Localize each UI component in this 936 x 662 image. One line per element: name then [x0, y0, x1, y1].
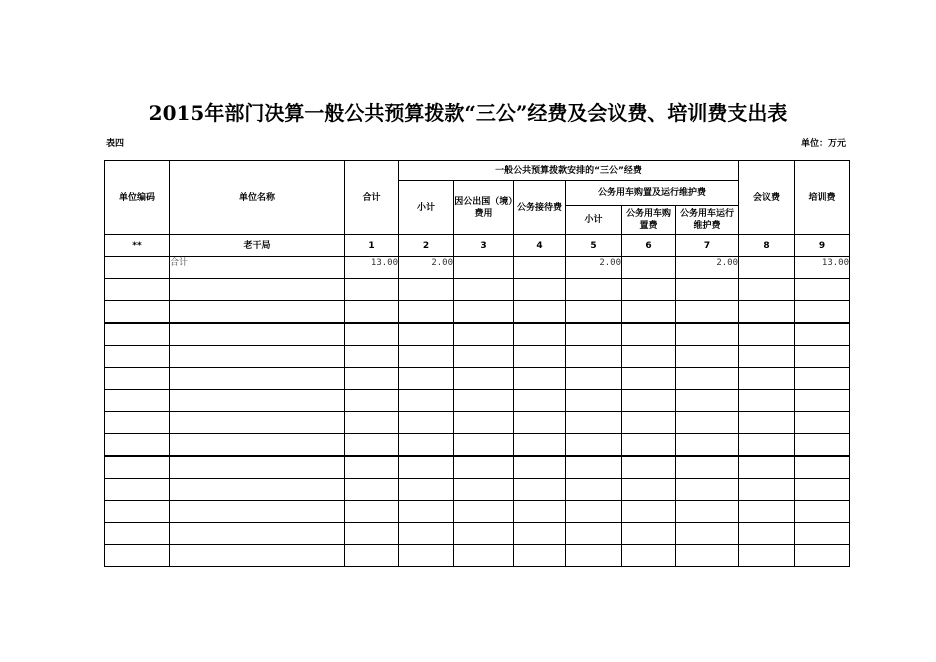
amount-cell [514, 390, 566, 412]
unit-name-cell [170, 412, 345, 434]
amount-cell: 2.00 [566, 257, 622, 279]
amount-cell [676, 323, 739, 346]
unit-code-cell [105, 479, 170, 501]
unit-name-cell [170, 545, 345, 567]
amount-cell: 13.00 [795, 257, 850, 279]
amount-cell [454, 390, 514, 412]
table-row [105, 456, 850, 479]
amount-cell [454, 368, 514, 390]
amount-cell [454, 301, 514, 324]
amount-cell [514, 545, 566, 567]
amount-cell [795, 501, 850, 523]
table-row [105, 368, 850, 390]
table-row [105, 434, 850, 457]
table-row [105, 545, 850, 567]
amount-cell [454, 257, 514, 279]
amount-cell [399, 390, 454, 412]
amount-cell [514, 501, 566, 523]
amount-cell [399, 412, 454, 434]
amount-cell [622, 456, 676, 479]
expense-table [104, 160, 850, 567]
amount-cell [399, 279, 454, 301]
amount-cell [454, 346, 514, 368]
amount-cell [454, 456, 514, 479]
amount-cell [739, 257, 795, 279]
unit-code-cell [105, 368, 170, 390]
amount-cell [345, 346, 399, 368]
amount-cell [622, 257, 676, 279]
unit-code-cell [105, 323, 170, 346]
amount-cell [454, 545, 514, 567]
amount-cell [345, 412, 399, 434]
unit-code-cell [105, 523, 170, 545]
index-cell: 7 [676, 235, 739, 257]
table-row [105, 323, 850, 346]
amount-cell [345, 479, 399, 501]
amount-cell [739, 479, 795, 501]
amount-cell [566, 501, 622, 523]
amount-cell [795, 456, 850, 479]
amount-cell [795, 412, 850, 434]
amount-cell [345, 301, 399, 324]
amount-cell [454, 279, 514, 301]
amount-cell [566, 456, 622, 479]
amount-cell [739, 501, 795, 523]
unit-code-cell [105, 434, 170, 457]
table-label: 表四 [106, 139, 125, 149]
amount-cell [399, 434, 454, 457]
unit-name-cell: 合计 [170, 257, 345, 279]
header-unit-name: 单位名称 [170, 161, 345, 235]
amount-cell [399, 545, 454, 567]
table-row [105, 390, 850, 412]
amount-cell [676, 346, 739, 368]
header-vehicle-purchase: 公务用车购置费 [622, 206, 676, 235]
index-cell: 老干局 [170, 235, 345, 257]
amount-cell [622, 545, 676, 567]
amount-cell [795, 523, 850, 545]
amount-cell [345, 501, 399, 523]
header-reception: 公务接待费 [514, 181, 566, 235]
amount-cell [514, 323, 566, 346]
amount-cell [676, 390, 739, 412]
amount-cell [739, 390, 795, 412]
unit-name-cell [170, 479, 345, 501]
header-abroad: 因公出国（境）费用 [454, 181, 514, 235]
index-cell: ** [105, 235, 170, 257]
amount-cell [454, 434, 514, 457]
amount-cell [622, 346, 676, 368]
amount-cell [795, 390, 850, 412]
table-row [105, 523, 850, 545]
header-vehicle-operation: 公务用车运行维护费 [676, 206, 739, 235]
unit-name-cell [170, 501, 345, 523]
amount-cell [676, 545, 739, 567]
amount-cell [739, 279, 795, 301]
unit-code-cell [105, 257, 170, 279]
amount-cell [795, 368, 850, 390]
amount-cell: 2.00 [399, 257, 454, 279]
amount-cell [514, 346, 566, 368]
amount-cell [454, 501, 514, 523]
header-vehicle-group: 公务用车购置及运行维护费 [566, 181, 739, 206]
unit-name-cell [170, 301, 345, 324]
index-row [105, 235, 850, 257]
amount-cell [622, 368, 676, 390]
table-row [105, 501, 850, 523]
unit-name-cell [170, 346, 345, 368]
amount-cell [739, 523, 795, 545]
unit-code-cell [105, 412, 170, 434]
amount-cell [514, 368, 566, 390]
amount-cell [345, 434, 399, 457]
amount-cell [514, 479, 566, 501]
amount-cell [566, 301, 622, 324]
amount-cell [622, 501, 676, 523]
amount-cell [454, 323, 514, 346]
header-subtotal: 小计 [399, 181, 454, 235]
amount-cell [676, 523, 739, 545]
amount-cell [566, 323, 622, 346]
amount-cell [739, 412, 795, 434]
amount-cell [566, 390, 622, 412]
unit-name-cell [170, 456, 345, 479]
amount-cell [399, 501, 454, 523]
amount-cell [795, 301, 850, 324]
amount-cell [622, 412, 676, 434]
amount-cell [566, 523, 622, 545]
amount-cell [739, 301, 795, 324]
unit-code-cell [105, 346, 170, 368]
amount-cell [345, 523, 399, 545]
amount-cell [345, 323, 399, 346]
amount-cell [795, 279, 850, 301]
amount-cell [399, 479, 454, 501]
unit-label: 单位：万元 [800, 139, 846, 149]
unit-name-cell [170, 390, 345, 412]
amount-cell [566, 346, 622, 368]
amount-cell [739, 456, 795, 479]
amount-cell [514, 434, 566, 457]
unit-code-cell [105, 456, 170, 479]
table-row [105, 257, 850, 279]
amount-cell [795, 346, 850, 368]
table-row [105, 279, 850, 301]
amount-cell [739, 545, 795, 567]
amount-cell [399, 323, 454, 346]
table-row [105, 412, 850, 434]
unit-code-cell [105, 279, 170, 301]
unit-name-cell [170, 523, 345, 545]
unit-code-cell [105, 501, 170, 523]
amount-cell [622, 434, 676, 457]
amount-cell: 13.00 [345, 257, 399, 279]
amount-cell [622, 301, 676, 324]
amount-cell [622, 279, 676, 301]
amount-cell [454, 412, 514, 434]
header-meeting: 会议费 [739, 161, 795, 235]
amount-cell [514, 279, 566, 301]
index-cell: 4 [514, 235, 566, 257]
table-row [105, 346, 850, 368]
amount-cell [622, 323, 676, 346]
header-unit-code: 单位编码 [105, 161, 170, 235]
amount-cell [739, 346, 795, 368]
amount-cell [399, 368, 454, 390]
amount-cell: 2.00 [676, 257, 739, 279]
amount-cell [514, 412, 566, 434]
amount-cell [739, 434, 795, 457]
index-cell: 6 [622, 235, 676, 257]
index-cell: 5 [566, 235, 622, 257]
amount-cell [399, 346, 454, 368]
amount-cell [622, 390, 676, 412]
amount-cell [399, 301, 454, 324]
amount-cell [566, 479, 622, 501]
index-cell: 2 [399, 235, 454, 257]
unit-code-cell [105, 545, 170, 567]
unit-name-cell [170, 434, 345, 457]
amount-cell [676, 368, 739, 390]
amount-cell [454, 523, 514, 545]
amount-cell [345, 456, 399, 479]
unit-name-cell [170, 279, 345, 301]
index-cell: 8 [739, 235, 795, 257]
amount-cell [345, 368, 399, 390]
amount-cell [795, 434, 850, 457]
amount-cell [566, 434, 622, 457]
amount-cell [676, 456, 739, 479]
amount-cell [514, 257, 566, 279]
index-cell: 9 [795, 235, 850, 257]
table-row [105, 479, 850, 501]
header-vehicle-subtotal: 小计 [566, 206, 622, 235]
header-total: 合计 [345, 161, 399, 235]
amount-cell [622, 523, 676, 545]
header-training: 培训费 [795, 161, 850, 235]
amount-cell [566, 279, 622, 301]
amount-cell [345, 545, 399, 567]
amount-cell [566, 412, 622, 434]
amount-cell [622, 479, 676, 501]
amount-cell [739, 368, 795, 390]
amount-cell [676, 279, 739, 301]
amount-cell [399, 456, 454, 479]
amount-cell [676, 434, 739, 457]
unit-code-cell [105, 390, 170, 412]
amount-cell [514, 301, 566, 324]
amount-cell [795, 545, 850, 567]
unit-name-cell [170, 323, 345, 346]
unit-code-cell [105, 301, 170, 324]
amount-cell [514, 523, 566, 545]
amount-cell [345, 279, 399, 301]
page-title: 2015年部门决算一般公共预算拨款“三公”经费及会议费、培训费支出表 [148, 101, 788, 125]
table-row [105, 301, 850, 324]
index-cell: 1 [345, 235, 399, 257]
header-three-public-group: 一般公共预算拨款安排的“三公”经费 [399, 161, 739, 181]
amount-cell [676, 479, 739, 501]
index-cell: 3 [454, 235, 514, 257]
amount-cell [676, 501, 739, 523]
amount-cell [676, 412, 739, 434]
amount-cell [566, 545, 622, 567]
amount-cell [739, 323, 795, 346]
amount-cell [566, 368, 622, 390]
amount-cell [676, 301, 739, 324]
amount-cell [399, 523, 454, 545]
amount-cell [795, 323, 850, 346]
amount-cell [795, 479, 850, 501]
unit-name-cell [170, 368, 345, 390]
amount-cell [454, 479, 514, 501]
amount-cell [514, 456, 566, 479]
amount-cell [345, 390, 399, 412]
